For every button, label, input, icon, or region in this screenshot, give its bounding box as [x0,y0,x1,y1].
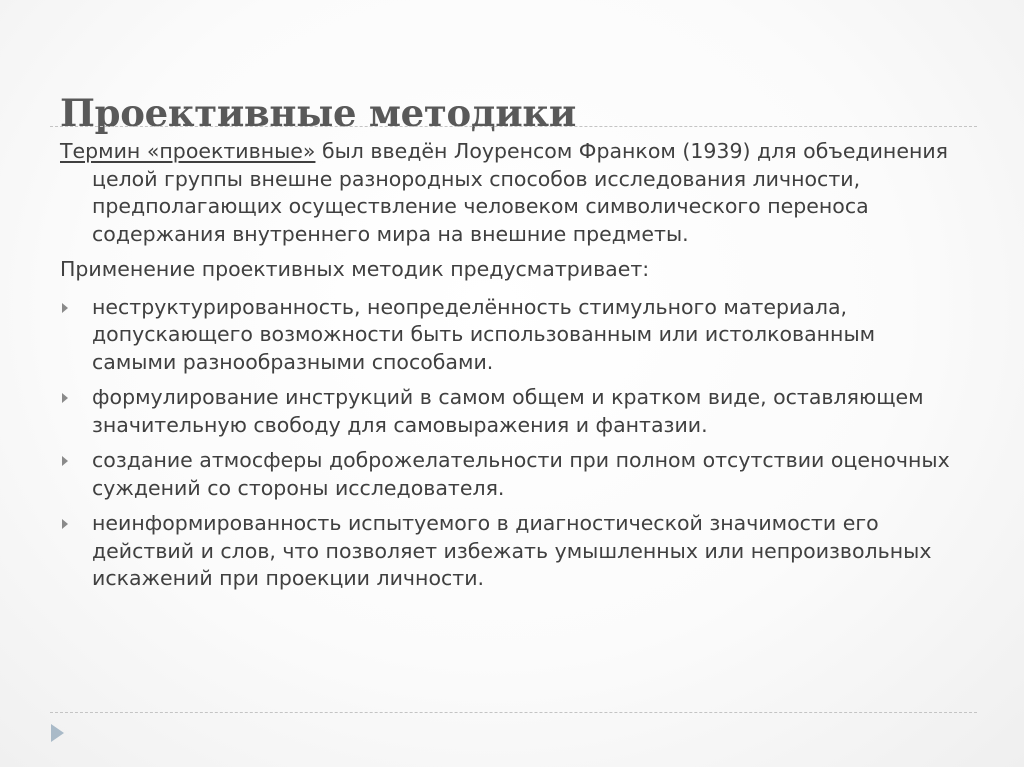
bullet-item [60,447,960,502]
bullet-arrow-icon [62,456,68,466]
intro-paragraph [60,138,960,248]
bullet-text: неинформированность испытуемого в диагностической значимости его действий и слов, что позволяет избежать умышленных или непроизвольных искажений при проекции личности. [92,511,932,590]
bullet-item [60,510,960,593]
bullet-arrow-icon [62,393,68,403]
slide-title: Проективные методики [60,90,576,135]
bullet-text: создание атмосферы доброжелательности при полном отсутствии оценочных суждений со стороны исследователя. [92,448,950,500]
intro-text: был введён Лоуренсом Франком (1939) для объединения целой группы внешне разнородных способов исследования личности, предполагающих осуществление человеком символического переноса содержания внутреннего мира на внешние предметы. [92,139,949,246]
lead-paragraph: Применение проективных методик предусматривает: [60,257,650,281]
bullet-arrow-icon [62,303,68,313]
slide-body [60,138,960,601]
bullet-arrow-icon [62,519,68,529]
bullet-item [60,384,960,439]
bullet-list [60,294,960,593]
intro-term: Термин «проективные» [60,139,316,163]
footer-divider [50,712,977,713]
title-divider [50,126,977,127]
next-slide-arrow-icon[interactable] [51,724,64,742]
bullet-text: неструктурированность, неопределённость стимульного материала, допускающего возможности быть использованным или истолкованным самыми разнообразными способами. [92,294,876,374]
bullet-text: формулирование инструкций в самом общем и кратком виде, оставляющем значительную свободу для самовыражения и фантазии. [92,385,924,437]
bullet-item [60,294,960,377]
